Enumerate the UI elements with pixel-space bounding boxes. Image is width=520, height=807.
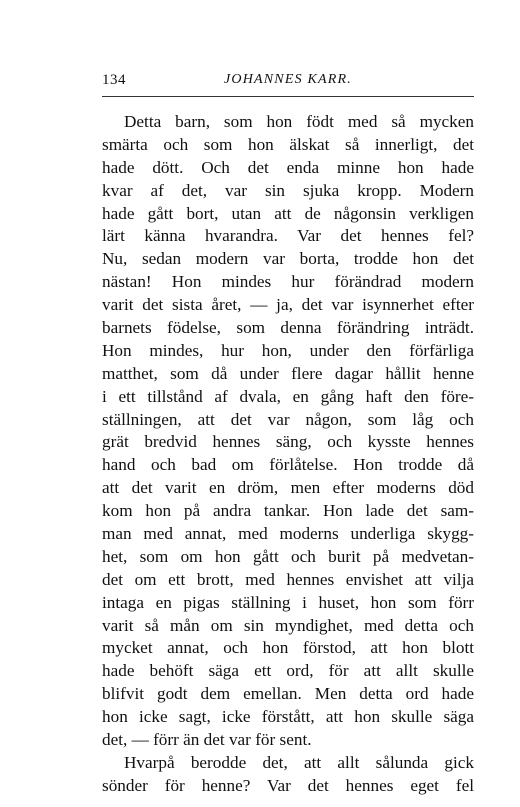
- text-line: hade behöft säga ett ord, för att allt skulle: [102, 661, 474, 681]
- body-text: [102, 111, 474, 798]
- text-line: hon icke sagt, icke förstått, att hon skulle säga: [102, 707, 474, 727]
- header-rule: [102, 96, 474, 97]
- text-line: varit så mån om sin myndighet, med detta och: [102, 615, 474, 635]
- text-line: lärt känna hvarandra. Var det hennes fel?: [102, 226, 474, 246]
- text-line: mycket annat, och hon förstod, att hon blott: [102, 638, 474, 658]
- text-line: varit det sista året, — ja, det var isynnerhet efter: [102, 295, 474, 315]
- text-line: nästan! Hon mindes hur förändrad modern: [102, 272, 474, 292]
- text-line: hand och bad om förlåtelse. Hon trodde då: [102, 455, 474, 475]
- text-line: smärta och som hon älskat så innerligt, det: [102, 134, 474, 154]
- text-line: sönder för henne? Var det hennes eget fel: [102, 775, 474, 795]
- text-line: kvar af det, var sin sjuka kropp. Modern: [102, 180, 474, 200]
- text-line: man med annat, med moderns underliga skygg-: [102, 524, 474, 544]
- text-line: ställningen, att det var någon, som låg och: [102, 409, 474, 429]
- text-line: Hvarpå berodde det, att allt sålunda gick: [124, 752, 474, 772]
- text-line: grät bredvid hennes säng, och kysste hennes: [102, 432, 474, 452]
- text-line: det, — förr än det var för sent.: [102, 730, 312, 750]
- text-line: Detta barn, som hon födt med så mycken: [124, 112, 474, 131]
- text-line: matthet, som då under flere dagar hållit henne: [102, 363, 474, 383]
- text-line: barnets födelse, som denna förändring inträdt.: [102, 318, 474, 338]
- text-line: hade gått bort, utan att de någonsin verkligen: [102, 203, 474, 223]
- text-line: i ett tillstånd af dvala, en gång haft den före-: [102, 386, 474, 406]
- text-line: Nu, sedan modern var borta, trodde hon det: [102, 249, 474, 269]
- text-line: intaga en pigas ställning i huset, hon som förr: [102, 592, 474, 612]
- text-line: kom hon på andra tankar. Hon lade det sam-: [102, 501, 474, 521]
- page-number: 134: [102, 72, 126, 88]
- text-line: blifvit godt dem emellan. Men detta ord hade: [102, 684, 474, 704]
- running-head: JOHANNES KARR.: [223, 72, 352, 87]
- text-line: hade dött. Och det enda minne hon hade: [102, 157, 474, 177]
- text-line: Hon mindes, hur hon, under den förfärliga: [102, 340, 474, 360]
- text-line: het, som om hon gått och burit på medvetan-: [102, 546, 474, 566]
- page-header: [102, 72, 474, 96]
- text-line: att det varit en dröm, men efter moderns död: [102, 478, 474, 498]
- text-line: det om ett brott, med hennes envishet att vilja: [102, 569, 474, 589]
